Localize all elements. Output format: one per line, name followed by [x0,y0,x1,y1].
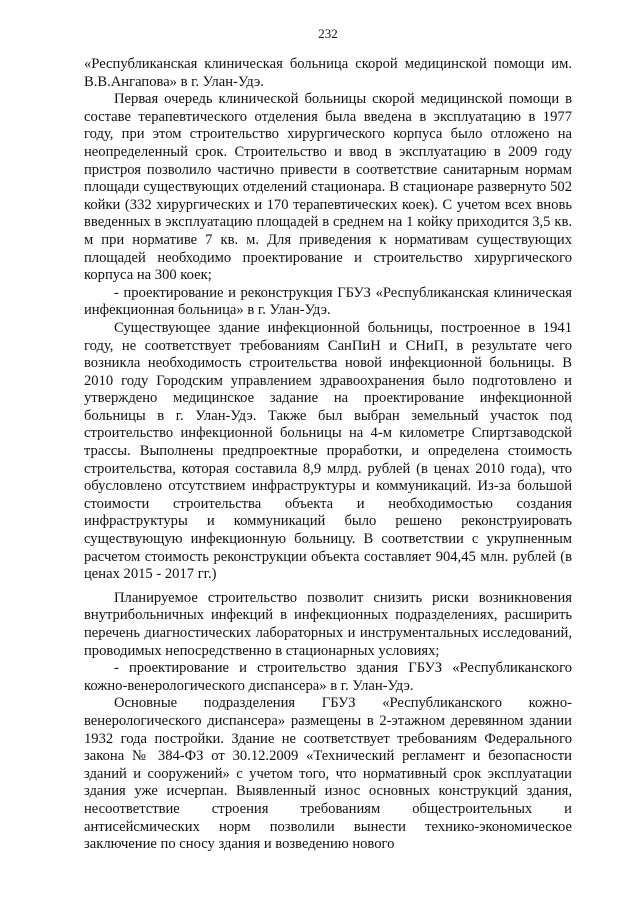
paragraph-dermatology-dispensary: Основные подразделения ГБУЗ «Республиканского кожно-венерологического диспансера» размещены в 2-этажном деревянном здании 1932 года постройки. Здание не соответствует требованиям Федерального закона № 384-ФЗ от 30.12.2009 «Технический регламент и безопасности зданий и сооружений» с учетом того, что нормативный срок эксплуатации здания уже исчерпан. Выявленный износ основных конструкций здания, несоответствие строения требованиям общестроительных и антисейсмических норм позволили вынести технико-экономическое заключение по сносу здания и возведению нового [84,695,572,853]
paragraph-infectious-hospital: Существующее здание инфекционной больницы, построенное в 1941 году, не соответствует требованиям СанПиН и СНиП, в результате чего возникла необходимость строительства новой инфекционной больницы. В 2010 году Городским управлением здравоохранения было подготовлено и утверждено медицинское задание на проектирование инфекционной больницы в г. Улан-Удэ. Также был выбран земельный участок под строительство инфекционной больницы на 4-м километре Спиртзаводской трассы. Выполнены предпроектные проработки, и определена стоимость строительства, которая составила 8,9 млрд. рублей (в ценах 2010 года), что обусловлено отсутствием инфраструктуры и коммуникаций. Из-за большой стоимости строительства объекта и необходимостью создания инфраструктуры и коммуникаций было решено реконструировать существующую инфекционную больницу. В соответствии с укрупненным расчетом стоимость реконструкции объекта составляет 904,45 млн. рублей (в ценах 2015 - 2017 гг.) [84,319,572,583]
list-item-infectious-hospital: - проектирование и реконструкция ГБУЗ «Республиканская клиническая инфекционная больница» в г. Улан-Удэ. [84,284,572,319]
document-page [84,26,572,854]
paragraph-planned-construction: Планируемое строительство позволит снизить риски возникновения внутрибольничных инфекций в инфекционных подразделениях, расширить перечень диагностических лабораторных и инструментальных исследований, проводимых непосредственно в стационарных условиях; [84,589,572,659]
paragraph-hospital-title: «Республиканская клиническая больница скорой медицинской помощи им. В.В.Ангапова» в г. Улан-Удэ. [84,56,572,90]
list-item-dermatology-dispensary: - проектирование и строительство здания ГБУЗ «Республиканского кожно-венерологического диспансера» в г. Улан-Удэ. [84,660,572,694]
paragraph-emergency-hospital: Первая очередь клинической больницы скорой медицинской помощи в составе терапевтического отделения была введена в эксплуатацию в 1977 году, при этом строительство хирургического корпуса было отложено на неопределенный срок. Строительство и ввод в эксплуатацию в 2009 году пристроя позволило частично привести в соответствие санитарным нормам площади существующих отделений стационара. В стационаре развернуто 502 койки (332 хирургических и 170 терапевтических коек). С учетом всех вновь введенных в эксплуатацию площадей в среднем на 1 койку приходится 3,5 кв. м при нормативе 7 кв. м. Для приведения к нормативам существующих площадей необходимо проектирование и строительство хирургического корпуса на 300 коек; [84,91,572,284]
page-number: 232 [318,26,338,41]
document-body [84,56,572,854]
